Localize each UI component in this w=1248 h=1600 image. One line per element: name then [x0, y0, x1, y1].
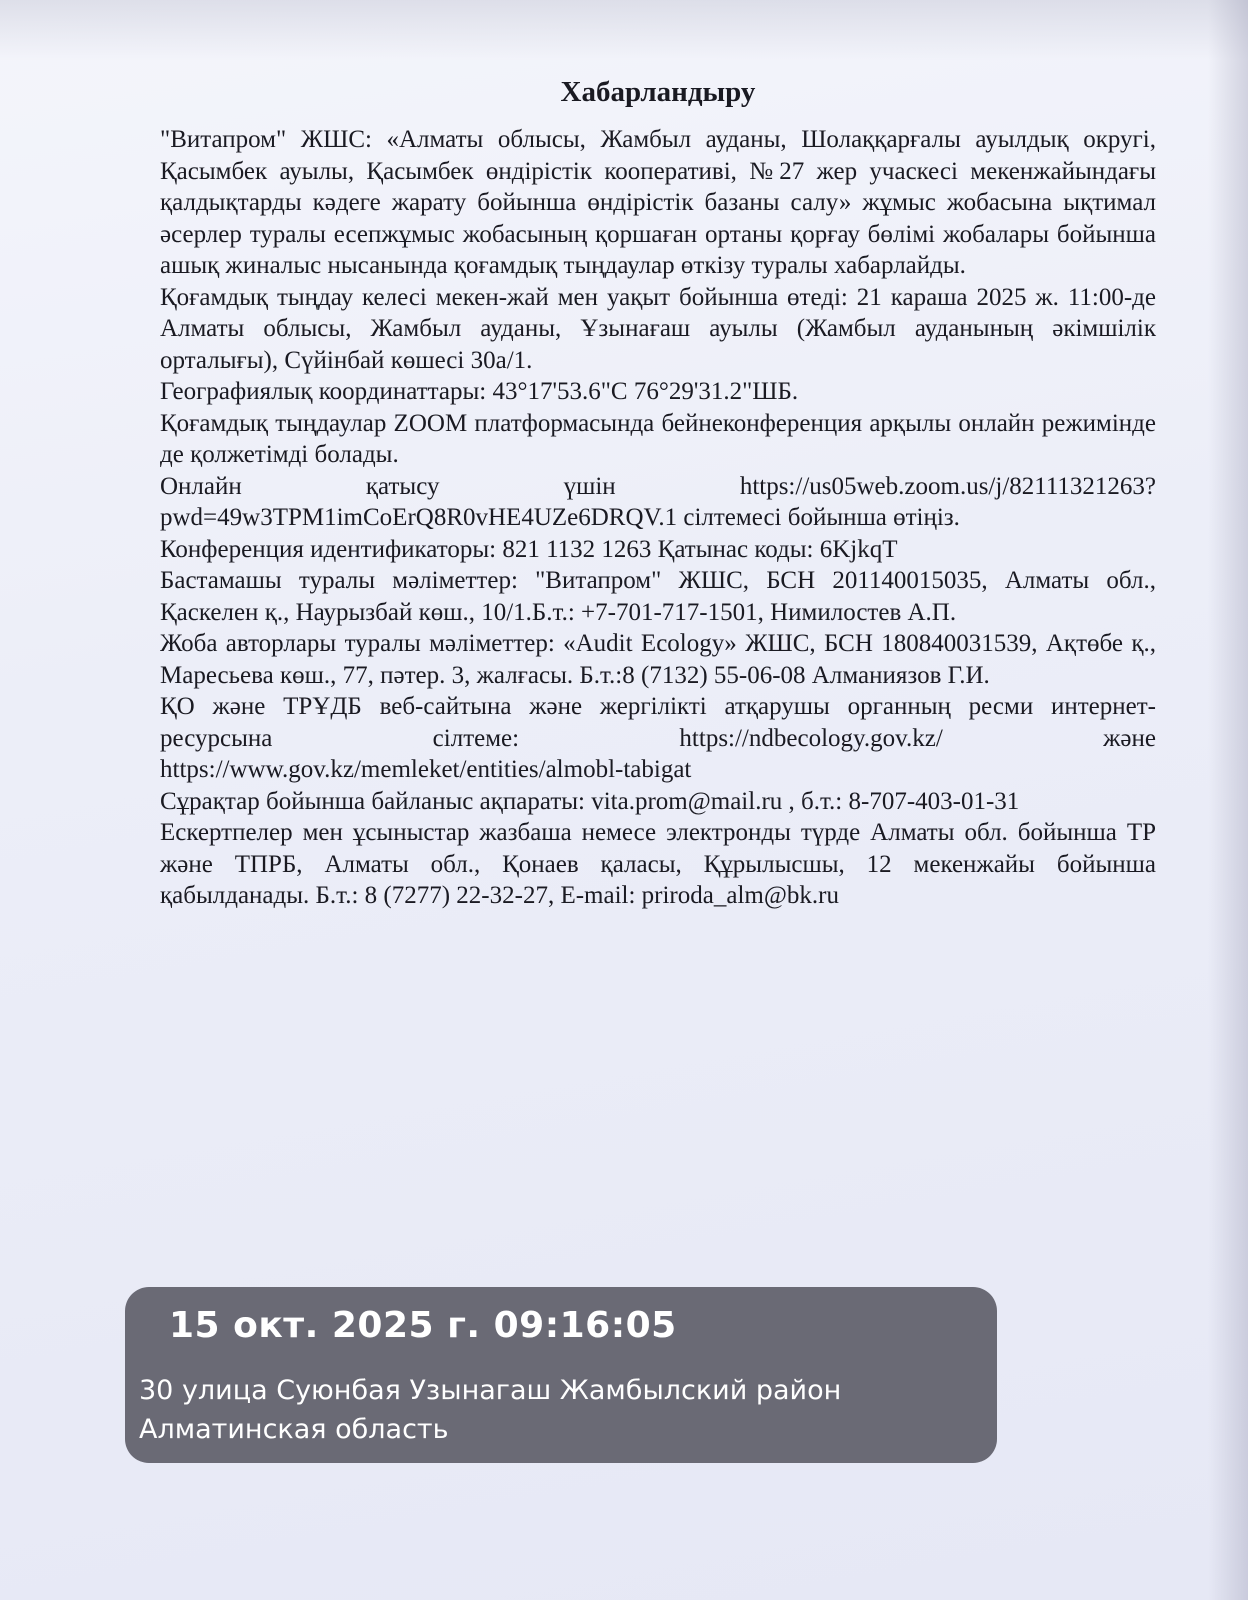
paragraph-contacts: Сұрақтар бойынша байланыс ақпараты: vita.prom@mail.ru , б.т.: 8-707-403-01-31	[160, 787, 1020, 815]
paragraph-initiator: Бастамашы туралы мәліметтер: "Витапром" ЖШС, БСН 201140015035, Алматы обл., Қаскелен қ., Наурызбай көш., 10/1.Б.т.: +7-701-717-1501, Нимилостев А.П.	[160, 567, 1156, 626]
paragraph-hearing-place-time: Қоғамдық тыңдау келесі мекен-жай мен уақыт бойынша өтеді: 21 караша 2025 ж. 11:00-де Алматы облысы, Жамбыл ауданы, Ұзынағаш ауылы (Жамбыл ауданының әкімшілік орталығы), Сүйінбай көшесі 30а/1.	[160, 283, 1156, 374]
paragraph-zoom-link: Онлайн қатысу үшін https://us05web.zoom.us/j/82111321263?pwd=49w3TPM1imCoErQ8R0vHE4UZe6DRQV.1 сілтемесі бойынша өтіңіз.	[160, 472, 1156, 531]
photo-location-address: 30 улица Суюнбая Узынагаш Жамбылский район Алматинская область	[139, 1375, 842, 1445]
paper-shadow	[0, 0, 1248, 60]
paragraph-authors: Жоба авторлары туралы мәліметтер: «Audit Ecology» ЖШС, БСН 180840031539, Ақтөбе қ., Маресьева көш., 77, пәтер. 3, жалғасы. Б.т.:8 (7132) 55-06-08 Алманиязов Г.И.	[160, 630, 1156, 689]
paragraph-conference-id: Конференция идентификаторы: 821 1132 1263 Қатынас коды: 6KjkqT	[160, 535, 898, 563]
paragraph-remarks: Ескертпелер мен ұсыныстар жазбаша немесе электронды түрде Алматы обл. бойынша ТР және ТПРБ, Алматы обл., Қонаев қаласы, Құрылысшы, 12 мекенжайы бойынша қабылданады. Б.т.: 8 (7277) 22-32-27, E-mail: priroda_alm@bk.ru	[160, 819, 1156, 909]
paper-edge-shadow	[1208, 0, 1248, 1600]
paragraph-coordinates: Географиялық координаттары: 43°17'53.6"С 76°29'31.2"ШБ.	[160, 378, 799, 405]
paragraph-websites: ҚО және ТРҰДБ веб-сайтына және жергілікті атқарушы органның ресми интернет-ресурсына сілтеме: https://ndbecology.gov.kz/ және https://www.gov.kz/memleket/entities/almobl-tabigat	[160, 693, 1156, 783]
paragraph-zoom-info: Қоғамдық тыңдаулар ZOOM платформасында бейнеконференция арқылы онлайн режимінде де қолжетімді болады.	[160, 409, 1156, 468]
photo-timestamp-overlay	[125, 1287, 997, 1463]
announcement-document	[160, 74, 1156, 912]
paragraph-intro: "Витапром" ЖШС: «Алматы облысы, Жамбыл ауданы, Шолаққарғалы ауылдық округі, Қасымбек ауылы, Қасымбек өндірістік кооперативі, №27 жер учаскесі мекенжайындағы қалдықтарды кәдеге жарату бойынша өндірістік базаны салу» жұмыс жобасына ықтимал әсерлер туралы есепжұмыс жобасының қоршаған ортаны қорғау бөлімі жобалары бойынша ашық жиналыс нысанында қоғамдық тыңдаулар өткізу туралы хабарлайды.	[160, 126, 1156, 279]
document-title: Хабарландыру	[560, 76, 756, 108]
photo-datetime: 15 окт. 2025 г. 09:16:05	[169, 1305, 677, 1346]
